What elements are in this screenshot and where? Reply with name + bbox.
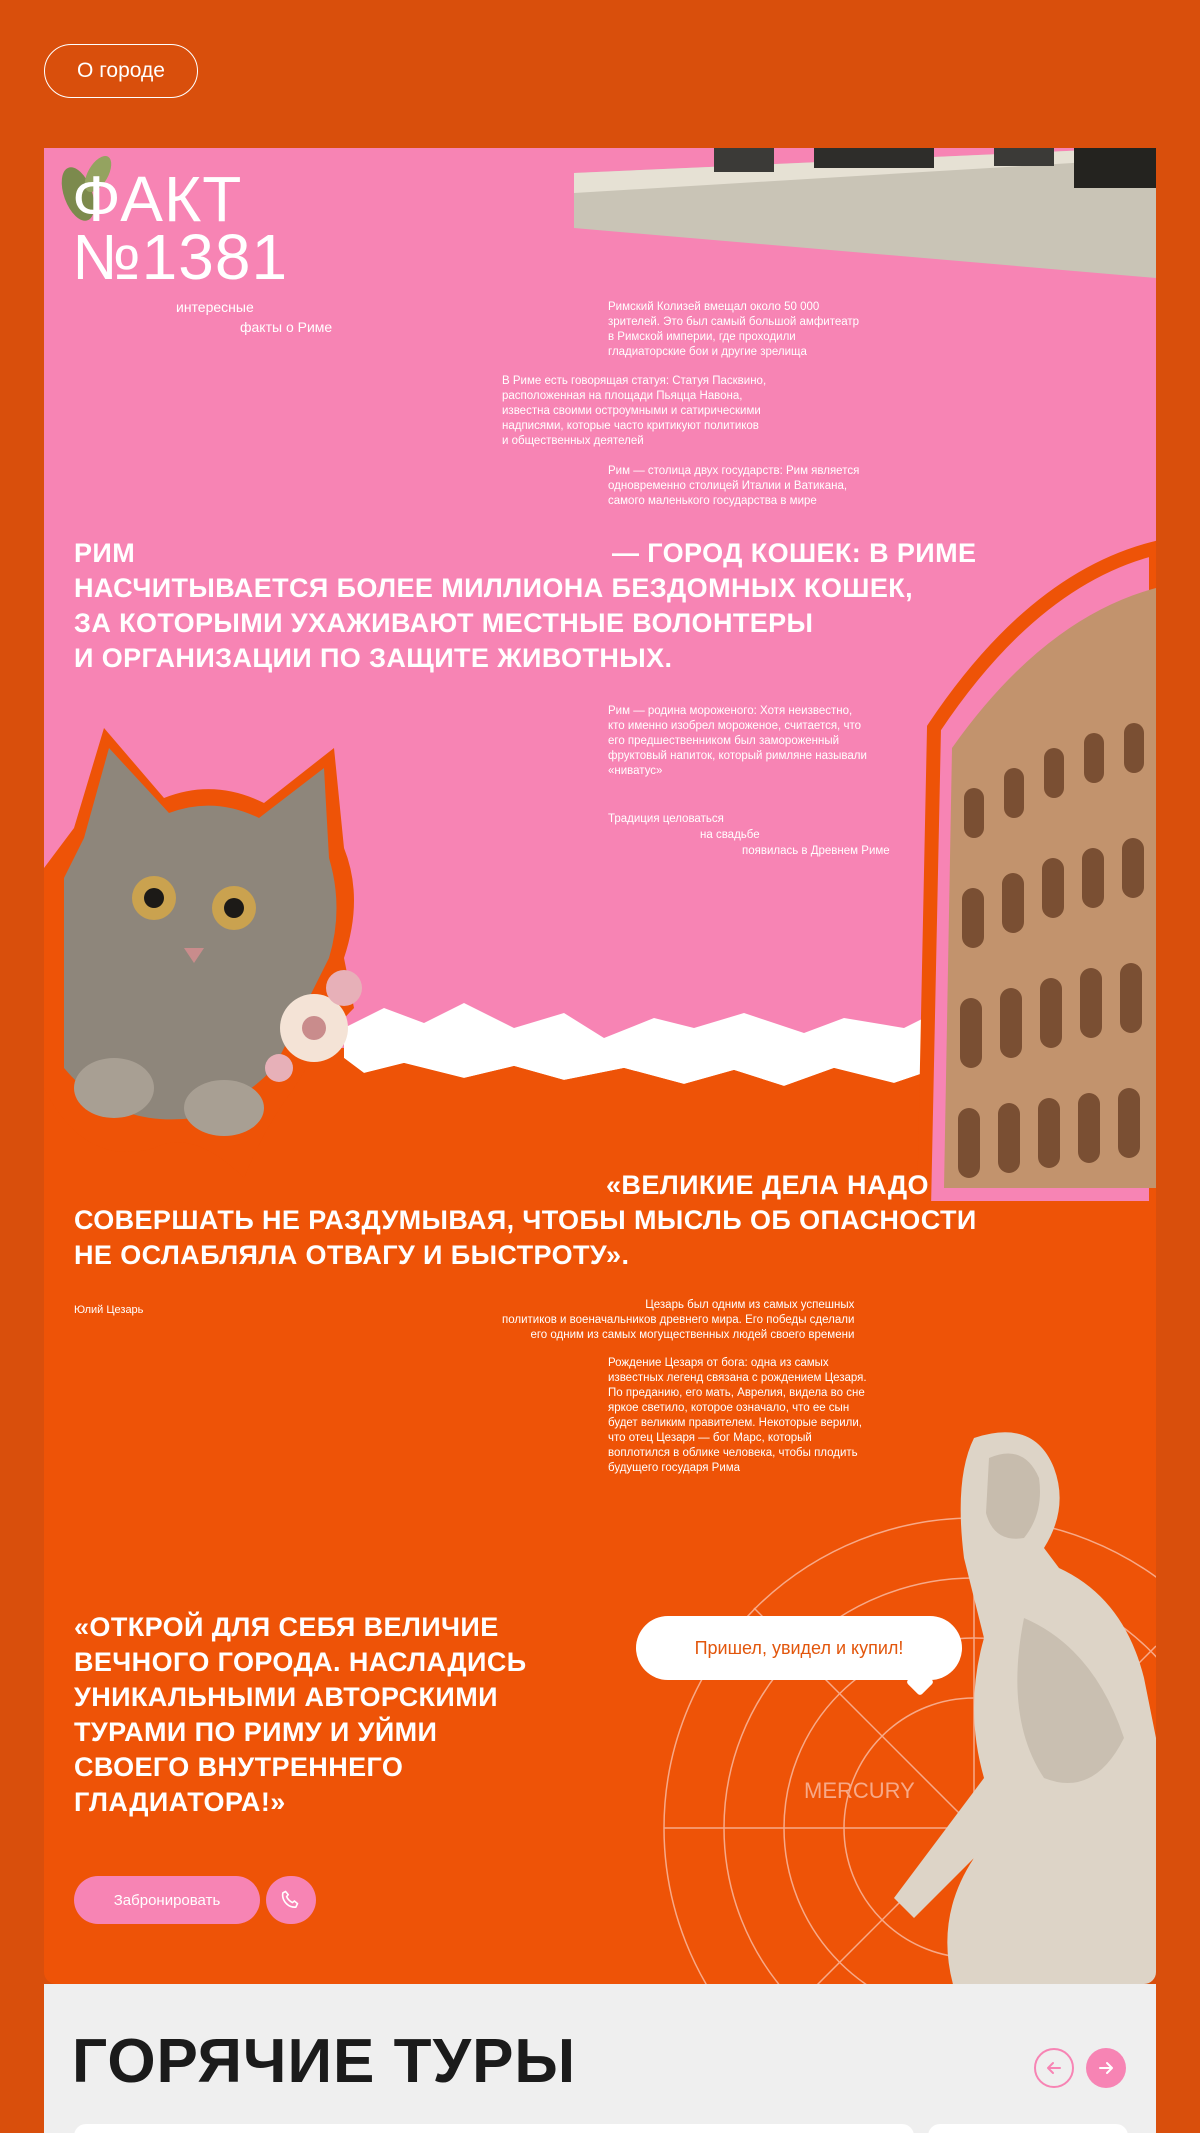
cats-headline-line2: НАСЧИТЫВАЕТСЯ БОЛЕЕ МИЛЛИОНА БЕЗДОМНЫХ КОШЕК, bbox=[74, 573, 914, 603]
cats-headline-line3: ЗА КОТОРЫМИ УХАЖИВАЮТ МЕСТНЫЕ ВОЛОНТЕРЫ bbox=[74, 608, 814, 638]
quote-line3: НЕ ОСЛАБЛЯЛА ОТВАГУ И БЫСТРОТУ». bbox=[74, 1240, 630, 1270]
arrow-right-icon bbox=[1096, 2058, 1116, 2078]
speech-bubble: Пришел, увидел и купил! bbox=[636, 1616, 962, 1680]
fact-pasquino: В Риме есть говорящая статуя: Статуя Пасквино, расположенная на площади Пьяцца Навона, известна своими остроумными и сатирическими надписями, которые часто критикуют политиков и общественных деятелей bbox=[502, 375, 767, 447]
fact-two-states: Рим — столица двух государств: Рим является одновременно столицей Италии и Ватикана, самого маленького государства в мире bbox=[608, 465, 860, 507]
hero-section bbox=[44, 148, 1156, 1984]
fact-title bbox=[72, 163, 289, 293]
fact-kiss-line1: Традиция целоваться bbox=[608, 813, 724, 825]
hot-tours-title: ГОРЯЧИЕ ТУРЫ bbox=[72, 2027, 577, 2096]
arrow-left-icon bbox=[1044, 2058, 1064, 2078]
fact-number: №1381 bbox=[72, 221, 289, 293]
tour-card[interactable] bbox=[928, 2124, 1128, 2133]
quote-line2: СОВЕРШАТЬ НЕ РАЗДУМЫВАЯ, ЧТОБЫ МЫСЛЬ ОБ ОПАСНОСТИ bbox=[74, 1205, 977, 1235]
quote-line1: «ВЕЛИКИЕ ДЕЛА НАДО bbox=[606, 1170, 929, 1200]
promo-line4: ТУРАМИ ПО РИМУ И УЙМИ bbox=[74, 1717, 438, 1747]
tour-card[interactable] bbox=[74, 2124, 914, 2133]
stone-slab-image bbox=[574, 148, 1156, 278]
fact-ice-cream: Рим — родина мороженого: Хотя неизвестно, кто именно изобрел мороженое, считается, что его предшественником был замороженный фруктовый напиток, который римляне называли «ниватус» bbox=[608, 705, 867, 777]
fact-subtitle-line1: интересные bbox=[176, 299, 254, 315]
mercury-label: MERCURY bbox=[804, 1778, 915, 1803]
fact-kiss-line3: появилась в Древнем Риме bbox=[742, 845, 890, 857]
cats-headline-line4: И ОРГАНИЗАЦИИ ПО ЗАЩИТЕ ЖИВОТНЫХ. bbox=[74, 643, 673, 673]
fact-title-line1: ФАКТ bbox=[72, 163, 243, 235]
cat-image bbox=[44, 708, 404, 1188]
next-arrow-button[interactable] bbox=[1086, 2048, 1126, 2088]
promo-line2: ВЕЧНОГО ГОРОДА. НАСЛАДИСЬ bbox=[74, 1647, 527, 1677]
fact-kiss-line2: на свадьбе bbox=[700, 829, 760, 841]
promo-line6: ГЛАДИАТОРА!» bbox=[74, 1787, 286, 1817]
phone-button[interactable] bbox=[266, 1876, 316, 1924]
prev-arrow-button[interactable] bbox=[1034, 2048, 1074, 2088]
hot-tours-section bbox=[44, 1984, 1156, 2133]
promo-line1: «ОТКРОЙ ДЛЯ СЕБЯ ВЕЛИЧИЕ bbox=[74, 1612, 499, 1642]
promo-line5: СВОЕГО ВНУТРЕННЕГО bbox=[74, 1752, 404, 1782]
cats-headline-line1-left: РИМ bbox=[74, 538, 136, 568]
quote-author: Юлий Цезарь bbox=[74, 1304, 144, 1316]
promo-line3: УНИКАЛЬНЫМИ АВТОРСКИМИ bbox=[74, 1682, 498, 1712]
caesar-fact-birth: Рождение Цезаря от бога: одна из самых известных легенд связана с рождением Цезаря. По преданию, его мать, Аврелия, видела во сне яркое светило, которое означало, что ее сын будет великим правителем. Некоторые верили, что отец Цезаря — бог Марс, который воплотился в облике человека, чтобы плодить будущего государя Рима bbox=[608, 1357, 867, 1474]
caesar-statue-image bbox=[894, 1418, 1156, 1984]
fact-subtitle-line2: факты о Риме bbox=[240, 319, 333, 335]
about-city-pill[interactable]: О городе bbox=[44, 44, 198, 98]
phone-icon bbox=[279, 1888, 303, 1912]
caesar-fact-success: Цезарь был одним из самых успешных политиков и военачальников древнего мира. Его победы сделали его одним из самых могущественных людей своего времени bbox=[502, 1299, 855, 1341]
fact-colosseum: Римский Колизей вмещал около 50 000 зрителей. Это был самый большой амфитеатр в Римской империи, где проходили гладиаторские бои и другие зрелища bbox=[608, 301, 860, 358]
cats-headline-line1-right: — ГОРОД КОШЕК: В РИМЕ bbox=[612, 538, 977, 568]
book-button[interactable]: Забронировать bbox=[74, 1876, 260, 1924]
